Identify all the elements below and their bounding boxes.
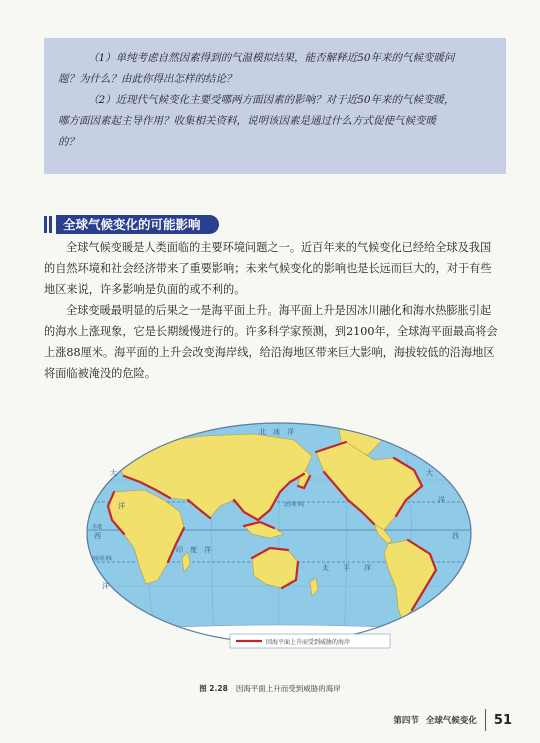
legend-label: 因海平面上升而受到威胁的海岸 bbox=[266, 639, 351, 646]
section-title: 全球气候变化的可能影响 bbox=[56, 215, 219, 234]
world-map-figure bbox=[84, 420, 474, 660]
label-pacific-left-2: 洋 bbox=[118, 502, 125, 510]
body-text bbox=[44, 237, 500, 384]
question-2-line-2: 哪方面因素起主导作用？收集相关资料，说明该因素是通过什么方式促使气候变暖 bbox=[58, 115, 436, 127]
label-tropic-south: 南回归线 bbox=[92, 556, 113, 562]
question-1-line-2: 题？为什么？由此你得出怎样的结论？ bbox=[58, 73, 237, 85]
label-atlantic-right: 西 bbox=[452, 532, 459, 540]
label-indian: 印 度 洋 bbox=[176, 546, 211, 554]
label-atlantic-2: 洋 bbox=[102, 582, 109, 590]
world-map bbox=[84, 420, 474, 660]
question-2-line-1: （2）近现代气候变化主要受哪两方面因素的影响？对于近50年来的气候变暖， bbox=[88, 94, 455, 106]
map-legend bbox=[230, 634, 390, 648]
page-footer bbox=[393, 708, 512, 732]
paragraph-2: 全球变暖最明显的后果之一是海平面上升。海平面上升是因冰川融化和海水热膨胀引起的海水上涨现象，它是长期缓慢进行的。许多科学家预测，到2100年，全球海平面最高将会上涨88厘米。海平面的上升会改变海岸线，给沿海地区带来巨大影响，海拔较低的沿海地区将面临被淹没的危险。 bbox=[44, 304, 498, 380]
label-atlantic-1: 西 bbox=[94, 532, 101, 540]
question-2-line-3: 的？ bbox=[58, 136, 79, 148]
footer-divider bbox=[485, 709, 486, 731]
paragraph-1: 全球气候变暖是人类面临的主要环境问题之一。近百年来的气候变化已经给全球及我国的自然环境和社会经济带来了重要影响；未来气候变化的影响也是长远而巨大的，对于有些地区来说，许多影响是负面的或不利的。 bbox=[44, 241, 492, 296]
question-1-line-1: （1）单纯考虑自然因素得到的气温模拟结果，能否解释近50年来的气候变暖问 bbox=[88, 52, 455, 64]
footer-section: 第四节 bbox=[393, 716, 419, 726]
label-pacific-left-1: 大 bbox=[110, 469, 117, 477]
label-tropic-north: 北回归线 bbox=[284, 502, 305, 508]
label-north-ice: 北 冰 洋 bbox=[259, 428, 294, 436]
section-heading bbox=[44, 215, 219, 234]
section-marker-icon bbox=[44, 216, 52, 233]
figure-caption bbox=[0, 683, 540, 694]
label-pacific-south: 太 平 洋 bbox=[322, 564, 371, 572]
footer-title: 全球气候变化 bbox=[425, 716, 477, 726]
label-equator: 赤道 bbox=[92, 524, 103, 530]
page-number: 51 bbox=[493, 712, 512, 728]
label-pacific-right-2: 洋 bbox=[438, 496, 445, 504]
figure-number: 图 2.28 bbox=[199, 684, 228, 693]
figure-caption-text: 因海平面上升而受到威胁的海岸 bbox=[235, 684, 341, 693]
east-asia-wrap bbox=[444, 446, 474, 486]
question-box bbox=[44, 38, 506, 174]
label-pacific-right-1: 大 bbox=[426, 469, 433, 477]
